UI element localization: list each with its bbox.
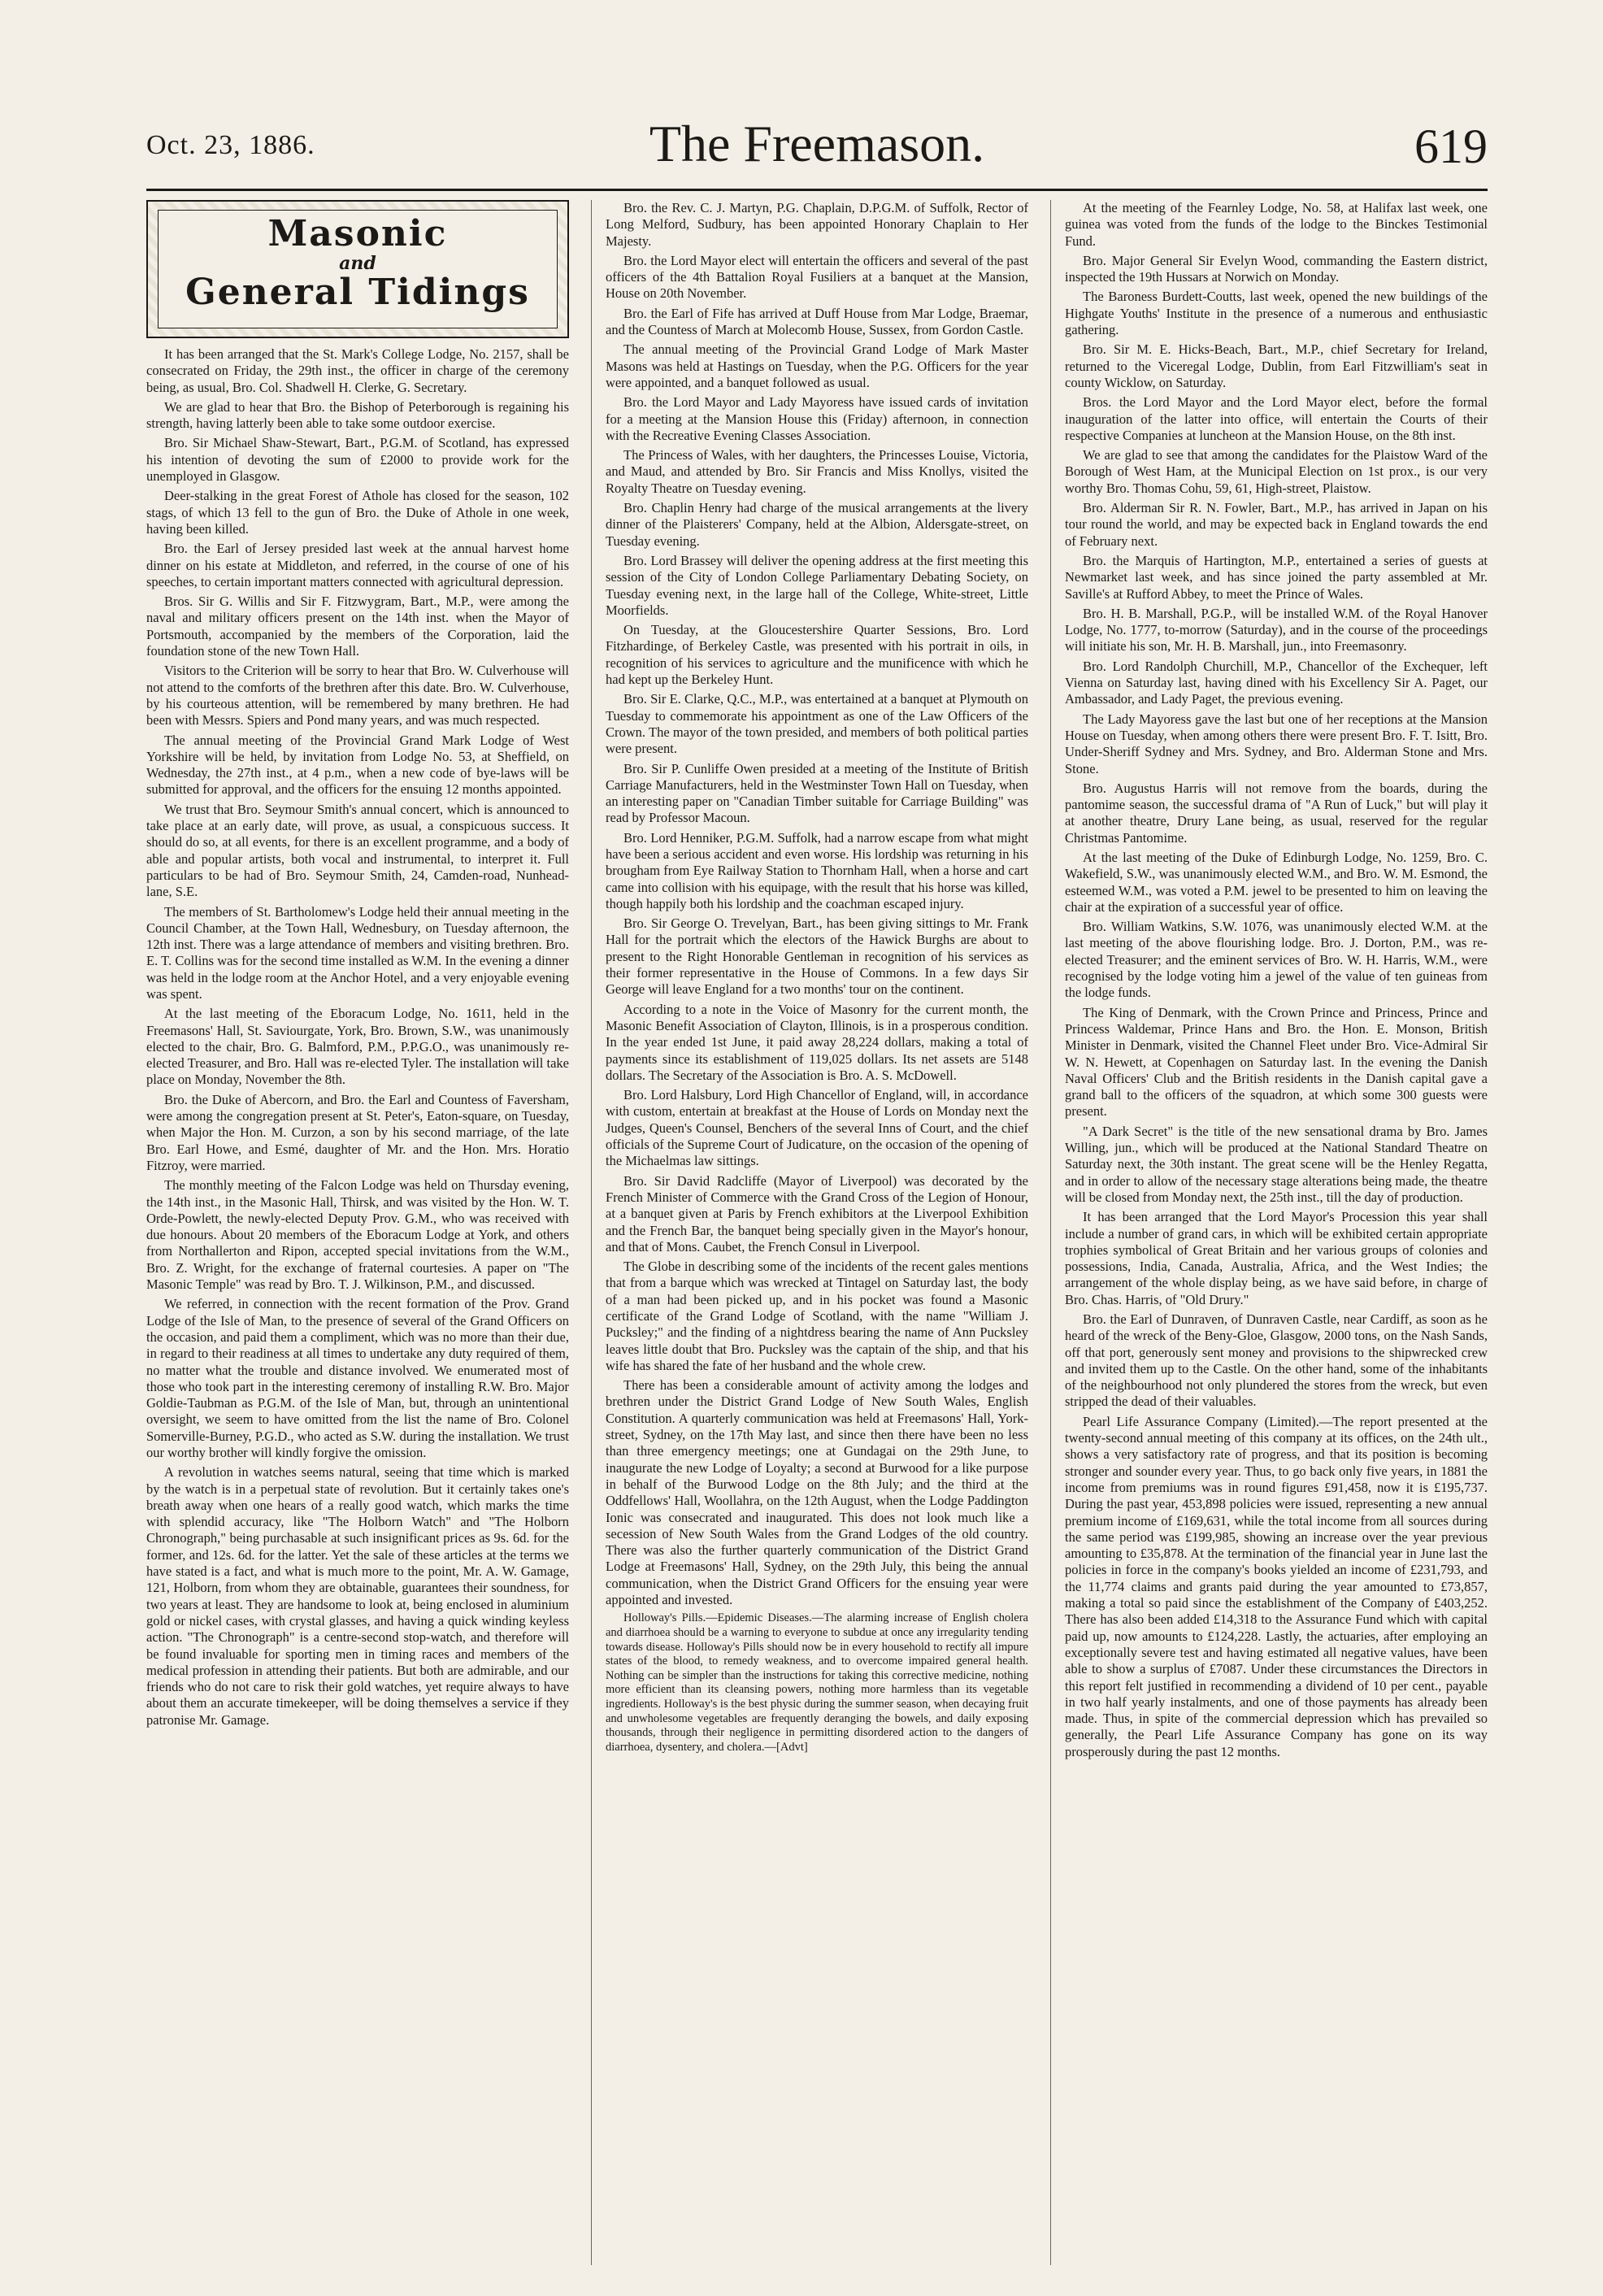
article-paragraph: The annual meeting of the Provincial Grand Lodge of Mark Master Masons was held at Hastings on Tuesday, when the P.G. Officers for the year were appointed, and a banquet followed as usual. <box>606 341 1028 390</box>
article-paragraph: Bro. Major General Sir Evelyn Wood, commanding the Eastern district, inspected the 19th Hussars at Norwich on Monday. <box>1065 252 1488 285</box>
heading-line-3: General Tidings <box>185 272 530 313</box>
article-paragraph: "A Dark Secret" is the title of the new sensational drama by Bro. James Willing, jun., which will be produced at the National Standard Theatre on Saturday next, the 30th instant. The great scene will be the Henley Regatta, and in order to allow of the necessary stage alterations being made, the theatre will be closed from Monday next, the 25th inst., till the day of production. <box>1065 1123 1488 1205</box>
article-paragraph: Bros. the Lord Mayor and the Lord Mayor elect, before the formal inauguration of the latter into office, will entertain the Courts of their respective Companies at luncheon at the Mansion House, on the 8th inst. <box>1065 394 1488 443</box>
article-paragraph: Bro. the Marquis of Hartington, M.P., entertained a series of guests at Newmarket last week, and has since joined the party assembled at Mr. Saville's at Rufford Abbey, to meet the Prince of Wales. <box>1065 552 1488 602</box>
section-heading-ornament <box>146 200 569 338</box>
article-paragraph: Visitors to the Criterion will be sorry to hear that Bro. W. Culverhouse will not attend to the comforts of the brethren after this date. Bro. W. Culverhouse, by his courteous attention, will be remembered by many brethren. He had been with Messrs. Spiers and Pond many years, and was much respected. <box>146 663 569 728</box>
column-divider <box>591 200 592 2265</box>
article-paragraph: Bro. Sir P. Cunliffe Owen presided at a meeting of the Institute of British Carriage Manufacturers, held in the Westminster Town Hall on Tuesday, when an interesting paper on "Canadian Timber suitable for Carriage Building" was read by Professor Macoun. <box>606 760 1028 826</box>
masthead-rule <box>146 189 1488 191</box>
article-paragraph: Bro. Sir David Radcliffe (Mayor of Liverpool) was decorated by the French Minister of Commerce with the Grand Cross of the Legion of Honour, at a banquet given at Paris by French exhibitors at the Liverpool Exhibition and the French Bar, the banquet being specially given in the Mayor's honour, and that of Mons. Caubet, the French Consul in Liverpool. <box>606 1172 1028 1255</box>
article-paragraph: The members of St. Bartholomew's Lodge held their annual meeting in the Council Chamber, at the Town Hall, Wednesbury, on Tuesday afternoon, the 12th inst. There was a large attendance of members and visiting brethren. Bro. E. T. Collins was for the second time installed as W.M. In the evening a dinner was held in the lodge room at the Anchor Hotel, and a very enjoyable evening was spent. <box>146 903 569 1002</box>
article-paragraph: The Baroness Burdett-Coutts, last week, opened the new buildings of the Highgate Youths' Institute in the presence of a numerous and enthusiastic gathering. <box>1065 289 1488 338</box>
column-1 <box>146 200 569 2265</box>
article-paragraph: Bro. William Watkins, S.W. 1076, was unanimously elected W.M. at the last meeting of the above flourishing lodge. Bro. J. Dorton, P.M., was re-elected Treasurer; and the eminent services of Bro. W. H. Harris, W.M., were recognised by the lodge voting him a jewel of the value of ten guineas from the lodge funds. <box>1065 919 1488 1001</box>
article-paragraph: Deer-stalking in the great Forest of Athole has closed for the season, 102 stags, of which 13 fell to the gun of Bro. the Duke of Athole in one week, having been killed. <box>146 488 569 537</box>
article-paragraph: Bro. Sir Michael Shaw-Stewart, Bart., P.G.M. of Scotland, has expressed his intention of devoting the sum of £2000 to provide work for the unemployed in Glasgow. <box>146 435 569 485</box>
article-paragraph: Bro. Sir George O. Trevelyan, Bart., has been giving sittings to Mr. Frank Hall for the portrait which the electors of the Hawick Burghs are about to present to the Right Honorable Gentleman in recognition of his services as their former representative in the House of Commons. In a few days Sir George will leave England for a two months' tour on the continent. <box>606 915 1028 998</box>
article-paragraph: Bro. Sir M. E. Hicks-Beach, Bart., M.P., chief Secretary for Ireland, returned to the Viceregal Lodge, Dublin, from Earl Fitzwilliam's seat in county Wicklow, on Saturday. <box>1065 341 1488 390</box>
article-paragraph: Holloway's Pills.—Epidemic Diseases.—The alarming increase of English cholera and diarrhoea should be a warning to everyone to subdue at once any irregularity tending towards disease. Holloway's Pills should now be in every household to rectify all impure states of the blood, to remedy weakness, and to overcome impaired general health. Nothing can be simpler than the instructions for taking this corrective medicine, nothing more efficient than its cleansing powers, nothing more harmless than its vegetable ingredients. Holloway's is the best physic during the summer season, when decaying fruit and unwholesome vegetables are frequently deranging the bowels, and daily exposing thousands, through their negligence in permitting disordered action to the dangers of diarrhoea, dysentery, and cholera.—[Advt] <box>606 1611 1028 1754</box>
column-divider <box>1050 200 1051 2265</box>
article-paragraph: Bro. the Earl of Jersey presided last week at the annual harvest home dinner on his estate at Middleton, and referred, in the course of one of his speeches, to certain important matters connected with agricultural depression. <box>146 541 569 589</box>
article-paragraph: There has been a considerable amount of activity among the lodges and brethren under the District Grand Lodge of New South Wales, English Constitution. A quarterly communication was held at Freemasons' Hall, York-street, Sydney, on the 17th May last, and since then there have been no less than three emergency meetings; one at Gundagai on the 29th June, to inaugurate the new Lodge of Loyalty; a second at Burwood for a like purpose in behalf of the Burwood Lodge on the 8th July; and the third at the Oddfellows' Hall, Woollahra, on the 12th August, when the Lodge Paddington Ionic was consecrated and inaugurated. This does not look much like a secession of New South Wales from the Grand Lodges of the old country. There was also the further quarterly communication of the District Grand Lodge at Freemasons' Hall, Sydney, on the 29th July, this being the annual communication, when the District Grand Officers for the ensuing year were appointed and invested. <box>606 1377 1028 1608</box>
article-paragraph: At the last meeting of the Eboracum Lodge, No. 1611, held in the Freemasons' Hall, St. Saviourgate, York, Bro. Brown, S.W., was unanimously elected to the chair, Bro. G. Balmford, P.M., P.P.G.O., was unanimously re-elected Treasurer, and Bro. Hall was re-elected Tyler. The installation will take place on Monday, November the 8th. <box>146 1006 569 1088</box>
page-number: 619 <box>1414 120 1488 173</box>
article-paragraph: We referred, in connection with the recent formation of the Prov. Grand Lodge of the Isle of Man, to the presence of several of the Grand Officers on the occasion, and paid them a compliment, which was no more than their due, in regard to their readiness at all times to undertake any duty required of them, no matter what the trouble and distance involved. We enumerated most of those who took part in the interesting ceremony of installing R.W. Bro. Major Goldie-Taubman as P.G.M. of the Isle of Man, but, through an unintentional oversight, we seem to have omitted from the list the name of Bro. Colonel Somerville-Burney, P.G.D., who acted as S.W. during the installation. We trust our worthy brother will kindly forgive the omission. <box>146 1296 569 1460</box>
article-paragraph: It has been arranged that the St. Mark's College Lodge, No. 2157, shall be consecrated on Friday, the 29th inst., the officer in charge of the ceremony being, as usual, Bro. Col. Shadwell H. Clerke, G. Secretary. <box>146 346 569 395</box>
heading-line-1: Masonic <box>267 213 448 254</box>
article-paragraph: Bro. Lord Henniker, P.G.M. Suffolk, had a narrow escape from what might have been a serious accident and even worse. His lordship was returning in his brougham from Eye Railway Station to Thornham Hall, when a horse and cart came into collision with his equipage, with the result that his horse was killed, though happily both his lordship and the coachman escaped injury. <box>606 829 1028 911</box>
masthead <box>146 114 1488 187</box>
article-paragraph: Bro. Sir E. Clarke, Q.C., M.P., was entertained at a banquet at Plymouth on Tuesday to commemorate his appointment as one of the Law Officers of the Crown. The mayor of the town presided, and members of both political parties were present. <box>606 691 1028 757</box>
article-paragraph: Bro. the Lord Mayor elect will entertain the officers and several of the past officers of the 4th Battalion Royal Fusiliers at a banquet at the Mansion, House on 20th November. <box>606 252 1028 302</box>
article-paragraph: Bro. H. B. Marshall, P.G.P., will be installed W.M. of the Royal Hanover Lodge, No. 1777, to-morrow (Saturday), and in the course of the proceedings will initiate his son, Mr. H. B. Marshall, jun., into Freemasonry. <box>1065 605 1488 654</box>
column-3 <box>1065 200 1488 2265</box>
article-paragraph: On Tuesday, at the Gloucestershire Quarter Sessions, Bro. Lord Fitzhardinge, of Berkeley Castle, was presented with his portrait in oils, in recognition of his services to agriculture and the munificence with which he had kept up the Berkeley Hunt. <box>606 622 1028 688</box>
column-3-paragraphs <box>1065 200 1488 1760</box>
newspaper-title: The Freemason. <box>649 115 985 172</box>
article-paragraph: The Princess of Wales, with her daughters, the Princesses Louise, Victoria, and Maud, and attended by Bro. Sir Francis and Miss Knollys, visited the Royalty Theatre on Tuesday evening. <box>606 447 1028 496</box>
article-paragraph: Bro. Chaplin Henry had charge of the musical arrangements at the livery dinner of the Plaisterers' Company, held at the Albion, Aldersgate-street, on Tuesday evening. <box>606 500 1028 549</box>
article-paragraph: Bro. the Earl of Dunraven, of Dunraven Castle, near Cardiff, as soon as he heard of the wreck of the Beny-Gloe, Glasgow, 2000 tons, on the Nash Sands, off that port, generously sent money and provisions to the shipwrecked crew and invited them up to the Castle. On the other hand, some of the inhabitants of the neighbourhood not only plundered the stores from the wreck, but even stripped the dead of their valuables. <box>1065 1311 1488 1410</box>
article-paragraph: The King of Denmark, with the Crown Prince and Princess, Prince and Princess Waldemar, Prince Hans and Bro. the Hon. E. Monson, British Minister in Denmark, visited the Channel Fleet under Bro. Vice-Admiral Sir W. N. Hewett, at Copenhagen on Saturday last. In the evening the Danish Naval Officers' Club and the British residents in the Danish capital gave a grand ball to the officers of the squadron, at which some 300 guests were present. <box>1065 1004 1488 1120</box>
article-paragraph: Bro. Lord Halsbury, Lord High Chancellor of England, will, in accordance with custom, entertain at breakfast at the House of Lords on Monday next the Judges, Queen's Counsel, Benchers of the several Inns of Court, and the chief officials of the Supreme Court of Judicature, on the occasion of the opening of the Michaelmas law sittings. <box>606 1087 1028 1169</box>
article-paragraph: The monthly meeting of the Falcon Lodge was held on Thursday evening, the 14th inst., in the Masonic Hall, Thirsk, and was visited by the Hon. W. T. Orde-Powlett, the newly-elected Deputy Prov. G.M., who was received with due honours. About 20 members of the Eboracum Lodge at York, and others from Northallerton and Ripon, accepted special invitations from the W.M., Bro. Z. Wright, for the exchange of fraternal courtesies. A paper on "The Masonic Temple" was read by Bro. T. J. Wilkinson, P.M., and discussed. <box>146 1177 569 1293</box>
issue-date: Oct. 23, 1886. <box>146 130 315 160</box>
article-paragraph: Bro. Lord Brassey will deliver the opening address at the first meeting this session of the City of London College Parliamentary Debating Society, on Tuesday evening next, in the large hall of the College, White-street, Little Moorfields. <box>606 552 1028 618</box>
article-paragraph: Bro. the Earl of Fife has arrived at Duff House from Mar Lodge, Braemar, and the Countess of March at Molecomb House, Sussex, from Gordon Castle. <box>606 305 1028 338</box>
column-2 <box>606 200 1028 2265</box>
article-paragraph: According to a note in the Voice of Masonry for the current month, the Masonic Benefit Association of Clayton, Illinois, is in a prosperous condition. In the year ended 1st June, it paid away 28,224 dollars, making a total of payments since its establishment of 119,025 dollars. Its net assets are 5148 dollars. The Secretary of the Association is Bro. A. S. McDowell. <box>606 1001 1028 1083</box>
column-2-paragraphs <box>606 200 1028 1755</box>
article-paragraph: Bro. Lord Randolph Churchill, M.P., Chancellor of the Exchequer, left Vienna on Saturday last, having dined with his Excellency Sir A. Paget, our Ambassador, and Lady Paget, the previous evening. <box>1065 658 1488 707</box>
article-paragraph: It has been arranged that the Lord Mayor's Procession this year shall include a number of grand cars, in which will be exhibited certain appropriate trophies symbolical of Great Britain and her various groups of colonies and possessions, India, Canada, Australia, Africa, and the West Indies; the arrangement of the whole display being, as we have said before, in charge of Bro. Chas. Harris, of "Old Drury." <box>1065 1209 1488 1307</box>
heading-line-2: and <box>339 253 376 274</box>
article-paragraph: We are glad to hear that Bro. the Bishop of Peterborough is regaining his strength, having latterly been able to take some outdoor exercise. <box>146 398 569 432</box>
article-paragraph: Bro. Alderman Sir R. N. Fowler, Bart., M.P., has arrived in Japan on his tour round the world, and may be expected back in England towards the end of February next. <box>1065 500 1488 549</box>
article-paragraph: Bro. Augustus Harris will not remove from the boards, during the pantomime season, the successful drama of "A Run of Luck," but will play it at another theatre, Drury Lane being, as usual, reserved for the regular Christmas Pantomime. <box>1065 780 1488 846</box>
article-paragraph: We are glad to see that among the candidates for the Plaistow Ward of the Borough of West Ham, at the Municipal Election on 1st prox., is our very worthy Bro. Thomas Cohu, 59, 61, High-street, Plaistow. <box>1065 447 1488 496</box>
article-paragraph: Bro. the Rev. C. J. Martyn, P.G. Chaplain, D.P.G.M. of Suffolk, Rector of Long Melford, Sudbury, has been appointed Honorary Chaplain to Her Majesty. <box>606 200 1028 249</box>
article-paragraph: The annual meeting of the Provincial Grand Mark Lodge of West Yorkshire will be held, by invitation from Lodge No. 53, at Sheffield, on Wednesday, the 27th inst., at 4 p.m., when a new code of bye-laws will be submitted for approval, and the officers for the ensuing 12 months appointed. <box>146 732 569 798</box>
article-paragraph: Pearl Life Assurance Company (Limited).—The report presented at the twenty-second annual meeting of this company at its offices, on the 24th ult., shows a very satisfactory rate of progress, and that its position is becoming stronger and sounder every year. Thus, to go back only five years, in 1881 the income from premiums was in round figures £91,458, now it is £195,737. During the past year, 453,898 policies were issued, representing a new annual premium income of £169,631, while the total income from all sources during the same period was £199,985, showing an increase over the year previous amounting to £35,878. At the termination of the financial year in June last the policies in force in the company's books yielded an income of £231,793, and the 11,774 claims and grants paid during the year amounted to £73,857, making a total so paid since the establishment of the Company of £403,252. There has also been added £14,318 to the Assurance Fund which with capital paid up, now amounts to £124,228. Lastly, the actuaries, after employing an exceptionally severe test and having estimated all negative values, have been able to show a surplus of £7087. Under these circumstances the Directors in this report felt justified in recommending a dividend of 10 per cent., payable in two half yearly instalments, and one of those payments has already been made. Thus, in spite of the commercial depression which has prevailed so generally, the Pearl Life Assurance Company has gone on its way prosperously during the past 12 months. <box>1065 1413 1488 1759</box>
article-paragraph: The Lady Mayoress gave the last but one of her receptions at the Mansion House on Tuesday, when among others there were present Bro. F. T. Isitt, Bro. Under-Sheriff Sydney and Mrs. Sydney, and Bro. Alderman Stone and Mrs. Stone. <box>1065 711 1488 776</box>
article-paragraph: We trust that Bro. Seymour Smith's annual concert, which is announced to take place at an early date, will prove, as usual, a conspicuous success. It should do so, at all events, for there is an excellent programme, and a body of able and popular artists, both vocal and instrumental, to interpret it. Full particulars to be had of Bro. Seymour Smith, 24, Camden-road, Nunhead-lane, S.E. <box>146 801 569 900</box>
column-1-paragraphs <box>146 346 569 1729</box>
section-heading <box>158 210 558 328</box>
article-paragraph: The Globe in describing some of the incidents of the recent gales mentions that from a barque which was wrecked at Tintagel on Saturday last, the body of a man had been picked up, and in his pocket was found a Masonic certificate of the Grand Lodge of Scotland, with the name "William J. Pucksley;" and the finding of a nightdress bearing the name of Ann Pucksley leaves little doubt that Bro. Pucksley was the captain of the ship, and that his wife has shared the fate of her husband and the whole crew. <box>606 1259 1028 1373</box>
article-paragraph: A revolution in watches seems natural, seeing that time which is marked by the watch is in a perpetual state of revolution. But it certainly takes one's breath away when one hears of a really good watch, which marks the time with splendid accuracy, like "The Holborn Watch" and "The Holborn Chronograph," being purchasable at such insignificant prices as 9s. 6d. for the former, and 12s. 6d. for the latter. Yet the sale of these articles at the terms we have stated is a fact, and what is much more to the point, Mr. A. W. Gamage, 121, Holborn, from whom they are obtainable, guarantees their soundness, for two years at least. They are handsome to look at, being enclosed in aluminium gold or nickel cases, with crystal glasses, and having a quick winding keyless action. "The Chronograph" is a centre-second stop-watch, and therefore will be found invaluable for sporting men in timing races and members of the medical profession in attending their patients. But both are admirable, and our friends who do not care to risk their gold watches, yet require always to have about them an accurate timekeeper, will be doing themselves a service if they patronise Mr. Gamage. <box>146 1464 569 1728</box>
article-paragraph: At the last meeting of the Duke of Edinburgh Lodge, No. 1259, Bro. C. Wakefield, S.W., was unanimously elected W.M., and Bro. W. M. Esmond, the esteemed W.M., was voted a P.M. jewel to be presented to him on leaving the chair at the expiration of a successful year of office. <box>1065 849 1488 915</box>
article-paragraph: Bros. Sir G. Willis and Sir F. Fitzwygram, Bart., M.P., were among the naval and military officers present on the 14th inst. when the Mayor of Portsmouth, accompanied by the members of the Corporation, laid the foundation stone of the new Town Hall. <box>146 594 569 659</box>
article-paragraph: Bro. the Duke of Abercorn, and Bro. the Earl and Countess of Faversham, were among the congregation present at St. Peter's, Eaton-square, on Tuesday, when Major the Hon. M. Curzon, a son by his second marriage, of the late Bro. Earl Howe, and Esmé, daughter of Mr. and the Hon. Mrs. Horatio Fitzroy, were married. <box>146 1091 569 1173</box>
article-paragraph: At the meeting of the Fearnley Lodge, No. 58, at Halifax last week, one guinea was voted from the funds of the lodge to the Binckes Testimonial Fund. <box>1065 200 1488 249</box>
article-paragraph: Bro. the Lord Mayor and Lady Mayoress have issued cards of invitation for a meeting at the Mansion House this (Friday) afternoon, in connection with the Recreative Evening Classes Association. <box>606 394 1028 443</box>
